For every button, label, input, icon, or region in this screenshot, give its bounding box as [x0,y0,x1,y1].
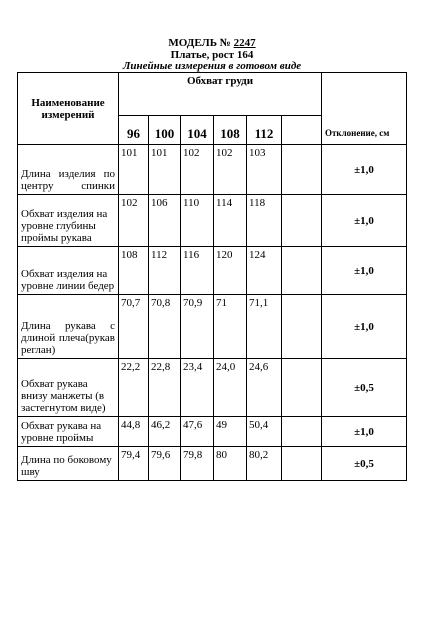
garment-subtitle: Платье, рост 164 [170,49,254,61]
row-name: Обхват рукава на уровне проймы [18,417,119,447]
row-value: 50,4 [247,417,282,447]
row-value: 23,4 [181,359,214,417]
row-value: 118 [247,195,282,247]
row-tolerance: ±0,5 [322,359,407,417]
row-name [18,145,119,195]
row-tolerance: ±1,0 [322,195,407,247]
table-row [18,359,407,417]
row-value [282,145,322,195]
row-tolerance: ±1,0 [322,145,407,195]
table-row [18,195,407,247]
row-value: 79,4 [119,447,149,481]
row-tolerance: ±1,0 [322,417,407,447]
row-value: 101 [149,145,181,195]
row-value: 79,8 [181,447,214,481]
row-value: 124 [247,247,282,295]
row-value: 102 [119,195,149,247]
model-label: МОДЕЛЬ № [168,37,231,49]
table-row [18,417,407,447]
row-name: Длина по боковому шву [18,447,119,481]
row-value: 102 [181,145,214,195]
row-value: 44,8 [119,417,149,447]
row-value: 80,2 [247,447,282,481]
row-value: 70,8 [149,295,181,359]
row-value [282,295,322,359]
row-name: Обхват изделия на уровне глубины проймы рукава [18,195,119,247]
deviation-header: Отклонение, см [322,73,407,145]
row-value: 24,0 [214,359,247,417]
size-header: 100 [149,116,181,145]
row-value: 79,6 [149,447,181,481]
row-value: 112 [149,247,181,295]
model-number: 2247 [233,37,256,49]
row-value: 108 [119,247,149,295]
row-value: 70,9 [181,295,214,359]
girth-header: Обхват груди [119,73,322,116]
row-value [282,447,322,481]
row-name-text: Длина рукава с длиной плеча(рукав реглан) [21,320,115,356]
row-value: 103 [247,145,282,195]
size-header: 104 [181,116,214,145]
row-value: 102 [214,145,247,195]
row-value: 47,6 [181,417,214,447]
row-value: 114 [214,195,247,247]
row-value: 24,6 [247,359,282,417]
table-row [18,447,407,481]
row-value: 101 [119,145,149,195]
row-value: 110 [181,195,214,247]
row-value [282,247,322,295]
table-row [18,295,407,359]
row-value: 116 [181,247,214,295]
table-row [18,247,407,295]
row-tolerance: ±1,0 [322,295,407,359]
row-name: Обхват изделия на уровне линии бедер [18,247,119,295]
measurements-table [17,72,407,481]
table-row [18,145,407,195]
row-tolerance: ±1,0 [322,247,407,295]
row-value: 71,1 [247,295,282,359]
size-header [282,116,322,145]
row-value [282,417,322,447]
row-value: 70,7 [119,295,149,359]
row-value: 71 [214,295,247,359]
row-value: 120 [214,247,247,295]
row-value: 22,8 [149,359,181,417]
row-value [282,359,322,417]
row-name: Обхват рукава внизу манжеты (в застегнутом виде) [18,359,119,417]
size-header: 108 [214,116,247,145]
row-value: 46,2 [149,417,181,447]
table-caption: Линейные измерения в готовом виде [122,60,302,72]
row-name [18,295,119,359]
name-header: Наименование измерений [18,73,119,145]
row-name-text: Длина изделия по центру спинки [21,168,115,192]
row-value: 80 [214,447,247,481]
row-value: 49 [214,417,247,447]
row-tolerance: ±0,5 [322,447,407,481]
row-value: 22,2 [119,359,149,417]
size-header: 96 [119,116,149,145]
size-header: 112 [247,116,282,145]
row-value [282,195,322,247]
row-value: 106 [149,195,181,247]
